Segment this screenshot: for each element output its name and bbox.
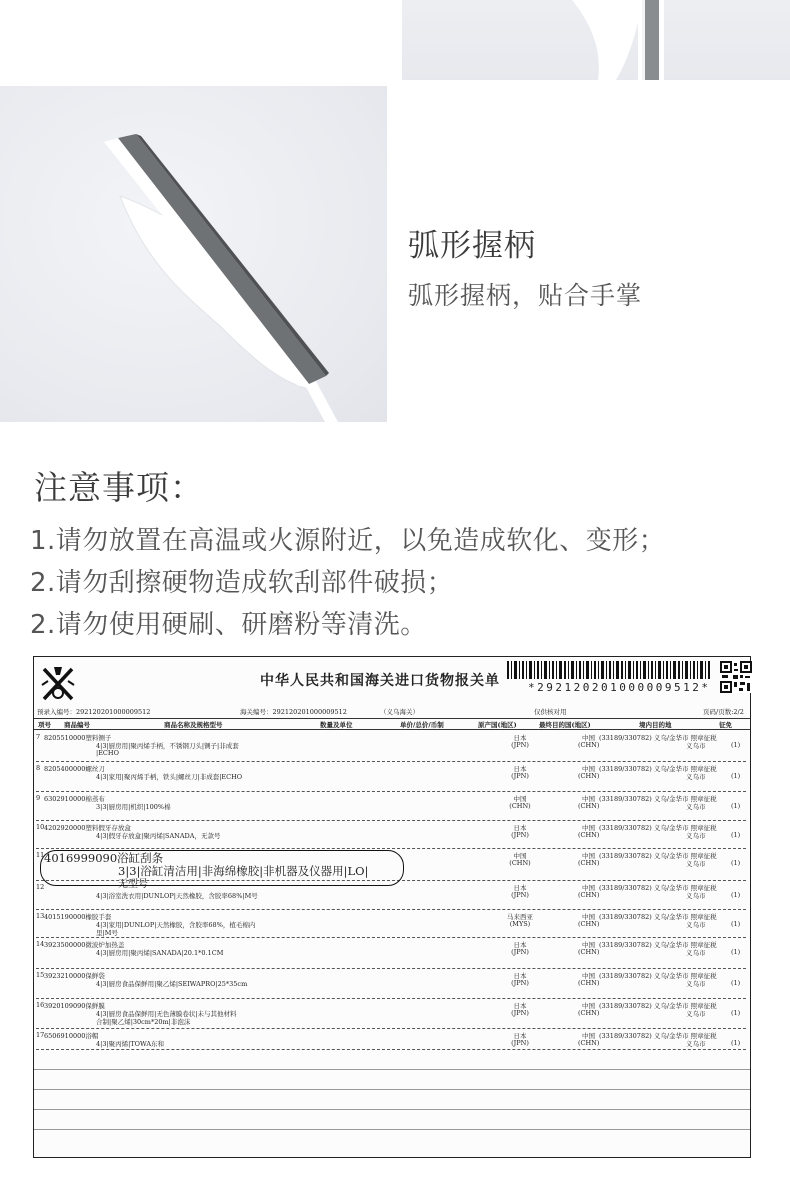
row-city: 义乌市 — [686, 1010, 706, 1018]
squeegee-blade-top-image — [402, 0, 790, 80]
feature-subtitle: 弧形握柄，贴合手掌 — [408, 281, 643, 310]
row-spec: 4|3|厨房用|聚丙烯|SANADA|20.1*0.1CM — [96, 949, 224, 957]
row-domestic-destination: (33189/330782) 义乌/金华市 照章征税 — [599, 884, 717, 892]
row-levy: (1) — [731, 891, 741, 899]
row-levy: (1) — [731, 772, 741, 780]
row-number: 11 — [36, 851, 45, 859]
row-spec: 4|3|厨房用|聚丙烯手柄，不锈钢刀头|铡子|非成套 — [96, 742, 239, 750]
row-origin: 日本 — [513, 1002, 527, 1010]
row-divider — [36, 937, 746, 938]
row-domestic-destination: (33189/330782) 义乌/金华市 照章征税 — [599, 1002, 717, 1010]
highlight-circle — [40, 850, 404, 886]
row-origin-code: (CHN) — [509, 802, 531, 810]
row-origin-code: (JPN) — [511, 741, 529, 749]
row-origin: 中国 — [513, 795, 527, 803]
row-code-name: 3920109090保鲜膜 — [44, 1002, 105, 1010]
row-destination: 中国 — [582, 795, 595, 803]
row-origin-code: (JPN) — [511, 1039, 529, 1047]
col-header: 最终目的国(地区) — [539, 721, 591, 729]
row-city: 义乌市 — [686, 832, 706, 840]
row-spec: 4|3|聚丙烯|TOWA东和 — [96, 1040, 165, 1048]
row-origin: 日本 — [513, 824, 527, 832]
row-code-name: 8205400000螺丝刀 — [44, 765, 105, 773]
col-header: 境内目的地 — [639, 721, 672, 729]
row-divider — [36, 820, 746, 821]
row-divider — [36, 791, 746, 792]
row-spec-extra: |ECHO — [96, 749, 119, 757]
row-divider — [36, 761, 746, 762]
customs-port: （义乌海关） — [380, 708, 419, 716]
customs-declaration-document — [33, 656, 751, 1158]
row-destination-code: (CHN) — [578, 1009, 600, 1017]
col-header: 征免 — [719, 721, 732, 729]
row-city: 义乌市 — [686, 773, 706, 781]
row-city: 义乌市 — [686, 803, 706, 811]
row-code-name: 6302910000棉蒸布 — [44, 795, 105, 803]
row-origin: 中国 — [513, 852, 527, 860]
row-origin-code: (JPN) — [511, 1009, 529, 1017]
row-spec-extra: 合制|聚乙烯|30cm*20m|非泡沫 — [96, 1018, 191, 1026]
row-origin: 日本 — [513, 941, 527, 949]
row-spec: 4|3|家用|DUNLOP|天然橡胶，含胶率68%，植毛棉内 — [96, 921, 256, 929]
row-origin: 日本 — [513, 1032, 527, 1040]
note-item: 2.请勿刮擦硬物造成软刮部件破损； — [30, 568, 454, 598]
row-destination: 中国 — [582, 852, 595, 860]
row-destination-code: (CHN) — [578, 831, 600, 839]
row-origin: 日本 — [513, 734, 527, 742]
row-destination-code: (CHN) — [578, 741, 600, 749]
row-levy: (1) — [731, 979, 741, 987]
row-destination-code: (CHN) — [578, 772, 600, 780]
col-header: 单价/总价/币制 — [400, 721, 444, 729]
row-spec: 4|3|浴室洗衣用|DUNLOP|天然橡胶，含胶率68%|M号 — [96, 892, 258, 900]
row-divider — [36, 998, 746, 999]
row-spec: 4|3|厨房食品保鲜用|聚乙烯|SEIWAPRO|25*35cm — [96, 980, 248, 988]
row-destination-code: (CHN) — [578, 920, 600, 928]
row-spec: 4|3|厨房食品保鲜用|无色薄膜卷状|未与其他材料 — [96, 1010, 237, 1018]
notes-title: 注意事项： — [34, 468, 204, 507]
row-destination: 中国 — [582, 824, 595, 832]
row-code-name: 8205510000塑料铡子 — [44, 734, 112, 742]
note-item: 1.请勿放置在高温或火源附近，以免造成软化、变形； — [30, 526, 666, 556]
row-origin: 日本 — [513, 972, 527, 980]
row-domestic-destination: (33189/330782) 义乌/金华市 照章征税 — [599, 795, 717, 803]
row-origin-code: (JPN) — [511, 891, 529, 899]
row-levy: (1) — [731, 859, 741, 867]
col-header: 商品名称及规格型号 — [164, 721, 223, 729]
row-domestic-destination: (33189/330782) 义乌/金华市 照章征税 — [599, 913, 717, 921]
row-divider — [36, 909, 746, 910]
row-origin-code: (CHN) — [509, 859, 531, 867]
row-number: 9 — [36, 794, 41, 802]
row-number: 16 — [36, 1001, 45, 1009]
row-spec: 4|3|假牙存放盒|聚丙烯|SANADA，无款号 — [96, 832, 221, 840]
row-city: 义乌市 — [686, 980, 706, 988]
col-header: 项号 — [38, 721, 51, 729]
row-divider — [36, 968, 746, 969]
row-origin: 日本 — [513, 884, 527, 892]
row-levy: (1) — [731, 920, 741, 928]
row-destination-code: (CHN) — [578, 1039, 600, 1047]
document-title: 中华人民共和国海关进口货物报关单 — [260, 673, 500, 689]
note-item: 2.请勿使用硬刷、研磨粉等清洗。 — [30, 610, 427, 640]
row-levy: (1) — [731, 802, 741, 810]
row-spec: 4|3|家用|聚丙烯手柄，铁头|螺丝刀|非成套|ECHO — [96, 773, 243, 781]
row-domestic-destination: (33189/330782) 义乌/金华市 照章征税 — [599, 824, 717, 832]
row-number: 14 — [36, 940, 45, 948]
row-destination-code: (CHN) — [578, 891, 600, 899]
row-destination: 中国 — [582, 972, 595, 980]
row-number: 10 — [36, 823, 45, 831]
barcode-number: *292120201000009512* — [528, 681, 711, 694]
row-city: 义乌市 — [686, 742, 706, 750]
row-spec-extra: 无型号 — [118, 879, 148, 890]
row-destination: 中国 — [582, 913, 595, 921]
row-divider — [36, 1028, 746, 1029]
curved-grip-image — [0, 86, 387, 422]
row-domestic-destination: (33189/330782) 义乌/金华市 照章征税 — [599, 972, 717, 980]
row-city: 义乌市 — [686, 949, 706, 957]
row-destination: 中国 — [582, 884, 595, 892]
row-destination: 中国 — [582, 765, 595, 773]
row-domestic-destination: (33189/330782) 义乌/金华市 照章征税 — [599, 941, 717, 949]
row-spec-extra: 里|M号 — [96, 929, 118, 937]
row-city: 义乌市 — [686, 860, 706, 868]
row-levy: (1) — [731, 1039, 741, 1047]
product-photo-top — [402, 0, 790, 80]
row-number: 13 — [36, 912, 45, 920]
row-origin-code: (JPN) — [511, 948, 529, 956]
row-destination: 中国 — [582, 1032, 595, 1040]
page-count: 页码/页数:2/2 — [703, 708, 744, 716]
barcode-icon — [507, 661, 743, 679]
row-city: 义乌市 — [686, 1040, 706, 1048]
row-origin-code: (JPN) — [511, 831, 529, 839]
row-destination-code: (CHN) — [578, 802, 600, 810]
product-photo-grip — [0, 86, 387, 422]
row-number: 12 — [36, 883, 45, 891]
customs-number: 海关编号：292120201000009512 — [240, 708, 347, 716]
row-code-name: 3923500000微波炉加热盖 — [44, 941, 125, 949]
row-destination: 中国 — [582, 941, 595, 949]
row-origin: 日本 — [513, 765, 527, 773]
row-code-name: 6506910000浴帽 — [44, 1032, 99, 1040]
row-city: 义乌市 — [686, 892, 706, 900]
col-header: 数量及单位 — [320, 721, 353, 729]
row-divider — [36, 848, 746, 849]
row-domestic-destination: (33189/330782) 义乌/金华市 照章征税 — [599, 765, 717, 773]
col-header: 商品编号 — [64, 721, 90, 729]
row-number: 15 — [36, 971, 45, 979]
row-domestic-destination: (33189/330782) 义乌/金华市 照章征税 — [599, 1032, 717, 1040]
row-destination-code: (CHN) — [578, 948, 600, 956]
row-code-name: 3923210000保鲜袋 — [44, 972, 105, 980]
row-city: 义乌市 — [686, 921, 706, 929]
feature-title: 弧形握柄 — [408, 228, 536, 264]
row-code-name: 4016999090浴缸刮条 — [44, 851, 164, 865]
pre-entry-number: 预录入编号：292120201000009512 — [37, 708, 151, 716]
row-destination: 中国 — [582, 1002, 595, 1010]
row-domestic-destination: (33189/330782) 义乌/金华市 照章征税 — [599, 852, 717, 860]
row-origin-code: (JPN) — [511, 772, 529, 780]
row-levy: (1) — [731, 948, 741, 956]
row-spec: 3|3|厨房用|机织|100%棉 — [96, 803, 171, 811]
row-code-name: 4202920000塑料假牙存放盒 — [44, 824, 131, 832]
row-origin-code: (JPN) — [511, 979, 529, 987]
row-levy: (1) — [731, 741, 741, 749]
row-destination-code: (CHN) — [578, 859, 600, 867]
verify-note: 仅供核对用 — [534, 708, 567, 716]
row-origin: 马来西亚 — [507, 913, 533, 921]
row-code-name: 4015190000橡胶手套 — [44, 913, 112, 921]
row-destination-code: (CHN) — [578, 979, 600, 987]
row-levy: (1) — [731, 1009, 741, 1017]
row-number: 8 — [36, 764, 41, 772]
customs-emblem-icon — [40, 665, 76, 703]
row-levy: (1) — [731, 831, 741, 839]
row-number: 17 — [36, 1031, 45, 1039]
col-header: 原产国(地区) — [478, 721, 517, 729]
row-number: 7 — [36, 733, 41, 741]
row-origin-code: (MYS) — [509, 920, 531, 928]
row-domestic-destination: (33189/330782) 义乌/金华市 照章征税 — [599, 734, 717, 742]
qr-code-icon — [720, 661, 752, 693]
row-spec: 3|3|浴缸清洁用|非海绵橡胶|非机器及仪器用|LO| — [118, 864, 369, 878]
row-destination: 中国 — [582, 734, 595, 742]
